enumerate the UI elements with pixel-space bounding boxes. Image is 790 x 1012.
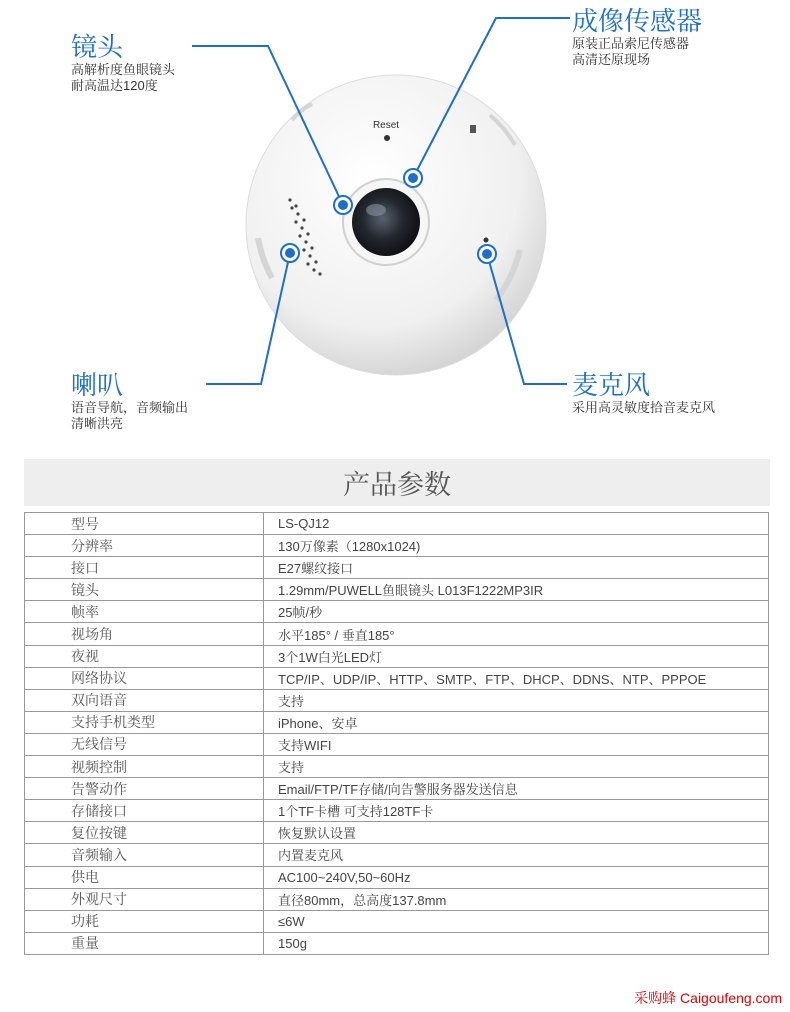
spec-value: 恢复默认设置 bbox=[264, 822, 769, 844]
spec-row bbox=[25, 910, 769, 932]
speaker-callout bbox=[71, 370, 188, 432]
spec-row bbox=[25, 778, 769, 800]
spec-row bbox=[25, 667, 769, 689]
mic-callout bbox=[572, 370, 715, 416]
sensor-callout-title: 成像传感器 bbox=[572, 6, 703, 36]
spec-value: 25帧/秒 bbox=[264, 601, 769, 623]
spec-value: E27螺纹接口 bbox=[264, 557, 769, 579]
mic-marker bbox=[478, 245, 496, 263]
spec-value: AC100~240V,50~60Hz bbox=[264, 866, 769, 888]
spec-row bbox=[25, 932, 769, 954]
spec-key: 支持手机类型 bbox=[25, 711, 264, 733]
spec-row bbox=[25, 535, 769, 557]
indicator-mark bbox=[470, 125, 476, 133]
spec-value: 150g bbox=[264, 932, 769, 954]
sensor-marker bbox=[404, 169, 422, 187]
spec-key: 型号 bbox=[25, 513, 264, 535]
spec-row bbox=[25, 557, 769, 579]
spec-value: 水平185° / 垂直185° bbox=[264, 623, 769, 645]
spec-key: 告警动作 bbox=[25, 778, 264, 800]
spec-row bbox=[25, 800, 769, 822]
spec-key: 网络协议 bbox=[25, 667, 264, 689]
lens-reflection bbox=[366, 204, 386, 216]
spec-value: 130万像素（1280x1024) bbox=[264, 535, 769, 557]
spec-row bbox=[25, 579, 769, 601]
lens-callout-line: 高解析度鱼眼镜头 bbox=[71, 62, 176, 77]
lens-glass bbox=[352, 188, 420, 256]
lens-callout-line: 耐高温达120度 bbox=[71, 78, 158, 93]
spec-key: 帧率 bbox=[25, 601, 264, 623]
spec-key: 接口 bbox=[25, 557, 264, 579]
spec-value: LS-QJ12 bbox=[264, 513, 769, 535]
footer-watermark: 采购蜂 Caigoufeng.com bbox=[634, 990, 782, 1006]
spec-row bbox=[25, 645, 769, 667]
spec-key: 重量 bbox=[25, 932, 264, 954]
speaker-callout-title: 喇叭 bbox=[71, 370, 124, 400]
spec-row bbox=[25, 756, 769, 778]
spec-value: 支持 bbox=[264, 756, 769, 778]
spec-value: 内置麦克风 bbox=[264, 844, 769, 866]
spec-key: 视频控制 bbox=[25, 756, 264, 778]
spec-row bbox=[25, 822, 769, 844]
spec-key: 夜视 bbox=[25, 645, 264, 667]
sensor-callout-line: 原装正品索尼传感器 bbox=[572, 36, 690, 51]
spec-value: 1个TF卡槽 可支持128TF卡 bbox=[264, 800, 769, 822]
spec-value: ≤6W bbox=[264, 910, 769, 932]
spec-row bbox=[25, 866, 769, 888]
spec-key: 复位按键 bbox=[25, 822, 264, 844]
section-title: 产品参数 bbox=[24, 459, 770, 506]
sensor-callout-line: 高清还原现场 bbox=[572, 52, 651, 67]
spec-key: 存储接口 bbox=[25, 800, 264, 822]
spec-value: 支持WIFI bbox=[264, 733, 769, 755]
spec-value: Email/FTP/TF存储/向告警服务器发送信息 bbox=[264, 778, 769, 800]
lens-marker bbox=[334, 196, 352, 214]
spec-row bbox=[25, 733, 769, 755]
mic-callout-line: 采用高灵敏度拾音麦克风 bbox=[572, 400, 716, 415]
reset-hole bbox=[384, 135, 390, 141]
spec-key: 分辨率 bbox=[25, 535, 264, 557]
spec-value: 直径80mm，总高度137.8mm bbox=[264, 888, 769, 910]
lens-callout bbox=[71, 32, 175, 94]
spec-key: 供电 bbox=[25, 866, 264, 888]
mic-callout-title: 麦克风 bbox=[572, 370, 651, 400]
reset-label: Reset bbox=[372, 120, 400, 131]
spec-row bbox=[25, 844, 769, 866]
spec-row bbox=[25, 601, 769, 623]
spec-row bbox=[25, 623, 769, 645]
spec-value: 支持 bbox=[264, 689, 769, 711]
lens-callout-title: 镜头 bbox=[71, 32, 124, 62]
spec-row bbox=[25, 689, 769, 711]
product-diagram bbox=[0, 0, 790, 450]
spec-key: 功耗 bbox=[25, 910, 264, 932]
spec-value: TCP/IP、UDP/IP、HTTP、SMTP、FTP、DHCP、DDNS、NTP、PPPOE bbox=[264, 667, 769, 689]
speaker-callout-line: 清晰洪亮 bbox=[71, 416, 124, 431]
spec-key: 音频输入 bbox=[25, 844, 264, 866]
spec-value: iPhone、安卓 bbox=[264, 711, 769, 733]
spec-row bbox=[25, 711, 769, 733]
mic-hole bbox=[484, 238, 489, 243]
spec-value: 3个1W白光LED灯 bbox=[264, 645, 769, 667]
spec-row bbox=[25, 888, 769, 910]
speaker-marker bbox=[281, 244, 299, 262]
spec-key: 镜头 bbox=[25, 579, 264, 601]
spec-row bbox=[25, 513, 769, 535]
spec-key: 无线信号 bbox=[25, 733, 264, 755]
spec-table bbox=[24, 512, 769, 955]
speaker-callout-line: 语音导航，音频输出 bbox=[71, 400, 189, 415]
spec-value: 1.29mm/PUWELL鱼眼镜头 L013F1222MP3IR bbox=[264, 579, 769, 601]
spec-key: 双向语音 bbox=[25, 689, 264, 711]
sensor-callout bbox=[572, 6, 702, 68]
spec-key: 视场角 bbox=[25, 623, 264, 645]
spec-key: 外观尺寸 bbox=[25, 888, 264, 910]
